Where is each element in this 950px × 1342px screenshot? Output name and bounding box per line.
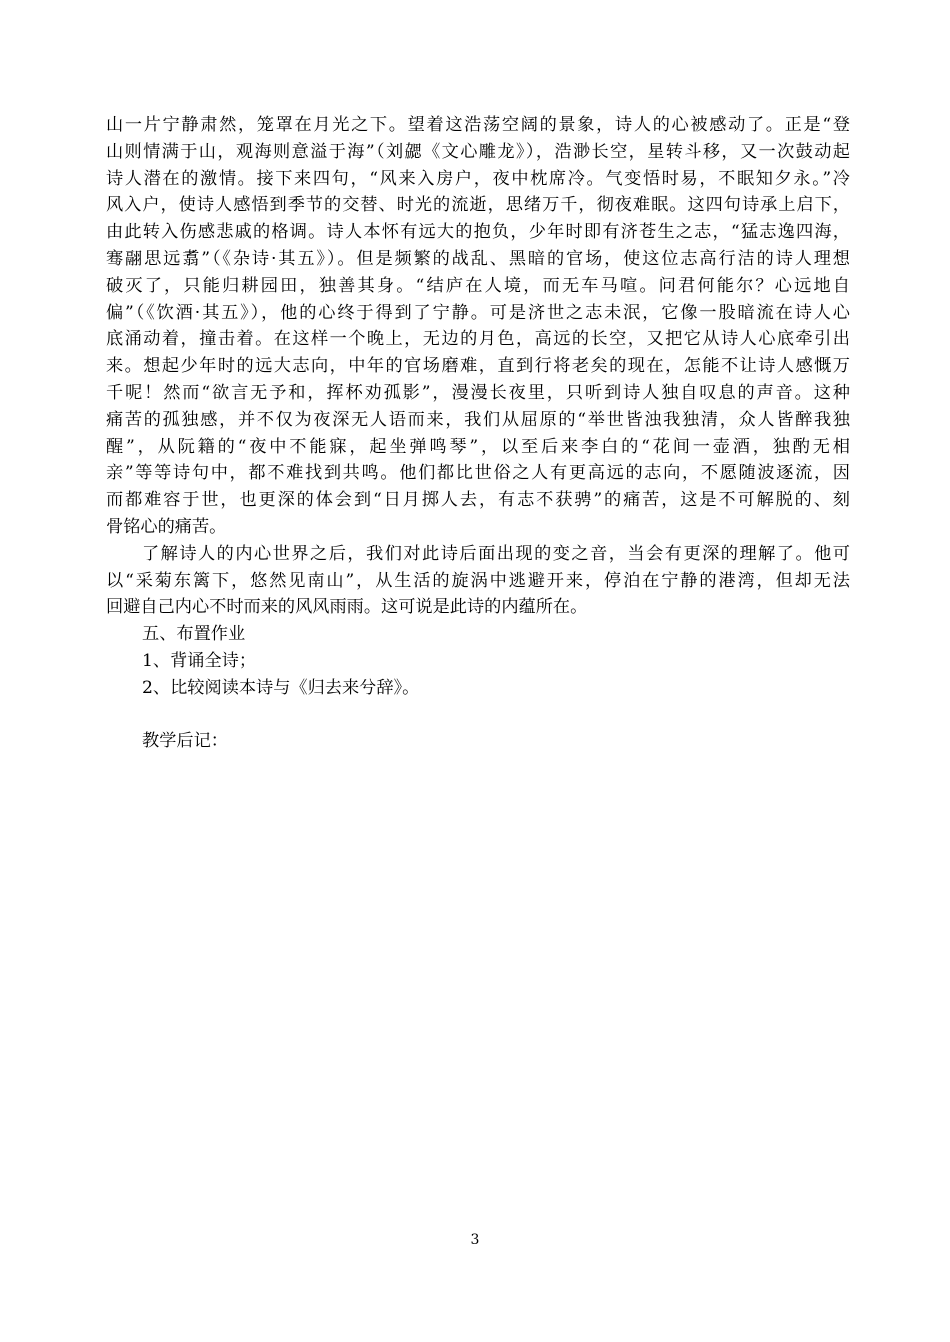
body-paragraph-2 bbox=[106, 541, 850, 621]
text-line: 诗人潜在的激情。接下来四句，“风来入房户，夜中枕席冷。气变悟时易，不眠知夕永。”冷 bbox=[106, 168, 850, 189]
homework-item-2: 2、比较阅读本诗与《归去来兮辞》。 bbox=[142, 677, 420, 698]
text-line: 痛苦的孤独感，并不仅为夜深无人语而来，我们从屈原的“举世皆浊我独清，众人皆醉我独 bbox=[106, 409, 850, 430]
text-line: 风入户，使诗人感悟到季节的交替、时光的流逝，思绪万千，彻夜难眠。这四句诗承上启下， bbox=[106, 195, 850, 216]
postscript-label: 教学后记： bbox=[142, 731, 228, 752]
text-line: 千呢！然而“欲言无予和，挥杯劝孤影”，漫漫长夜里，只听到诗人独自叹息的声音。这种 bbox=[106, 382, 850, 403]
page-number: 3 bbox=[470, 1232, 480, 1248]
homework-item-1: 1、背诵全诗； bbox=[142, 650, 257, 671]
text-line: 了解诗人的内心世界之后，我们对此诗后面出现的变之音，当会有更深的理解了。他可 bbox=[142, 543, 850, 564]
text-line: 偏”（《饮酒·其五》），他的心终于得到了宁静。可是济世之志未泯，它像一股暗流在诗人心 bbox=[106, 302, 850, 323]
text-line: 以“采菊东篱下，悠然见南山”，从生活的旋涡中逃避开来，停泊在宁静的港湾，但却无法 bbox=[106, 570, 850, 591]
text-line: 而都难容于世，也更深的体会到“日月掷人去，有志不获骋”的痛苦，这是不可解脱的、刻 bbox=[106, 490, 850, 511]
text-line: 醒”，从阮籍的“夜中不能寐，起坐弹鸣琴”，以至后来李白的“花间一壶酒，独酌无相 bbox=[106, 436, 850, 457]
text-line: 回避自己内心不时而来的风风雨雨。这可说是此诗的内蕴所在。 bbox=[106, 597, 588, 618]
text-line: 亲”等等诗句中，都不难找到共鸣。他们都比世俗之人有更高远的志向，不愿随波逐流，因 bbox=[106, 463, 850, 484]
text-line: 由此转入伤感悲戚的格调。诗人本怀有远大的抱负，少年时即有济苍生之志，“猛志逸四海， bbox=[106, 222, 850, 243]
text-line: 来。想起少年时的远大志向，中年的官场磨难，直到行将老矣的现在，怎能不让诗人感慨万 bbox=[106, 356, 850, 377]
text-line: 破灭了，只能归耕园田，独善其身。“结庐在人境，而无车马喧。问君何能尔？心远地自 bbox=[106, 275, 850, 296]
text-line: 底涌动着，撞击着。在这样一个晚上，无边的月色，高远的长空，又把它从诗人心底牵引出 bbox=[106, 329, 850, 350]
document-body bbox=[106, 112, 850, 755]
section-heading: 五、布置作业 bbox=[142, 624, 246, 645]
blank-line bbox=[106, 702, 850, 729]
text-line: 骨铭心的痛苦。 bbox=[106, 516, 227, 537]
text-line: 山一片宁静肃然，笼罩在月光之下。望着这浩荡空阔的景象，诗人的心被感动了。正是“登 bbox=[106, 115, 850, 135]
body-paragraph-1 bbox=[106, 112, 850, 541]
text-line: 骞翮思远翥”（《杂诗·其五》）。但是频繁的战乱、黑暗的官场，使这位志高行洁的诗人理想 bbox=[106, 248, 850, 269]
text-line: 山则情满于山，观海则意溢于海”（刘勰《文心雕龙》），浩渺长空，星转斗移，又一次鼓动起 bbox=[106, 141, 850, 162]
